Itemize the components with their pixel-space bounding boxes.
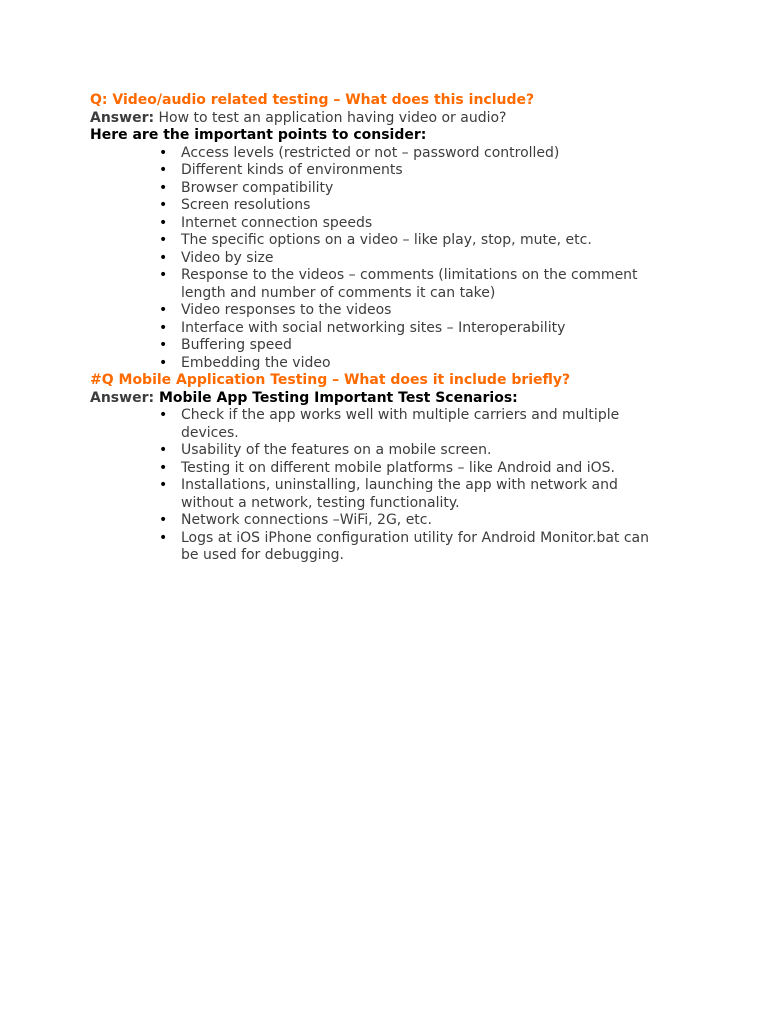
list-item-text: Testing it on different mobile platforms – like Android and iOS. <box>181 459 615 476</box>
list-item <box>90 145 669 163</box>
list-item <box>90 530 669 565</box>
video-audio-points-list <box>90 145 690 373</box>
bullet-icon: • <box>159 162 168 178</box>
list-item <box>90 512 669 530</box>
list-item-text: Installations, uninstalling, launching the app with network and without a network, testing functionality. <box>181 477 618 511</box>
list-item <box>90 232 669 250</box>
list-item <box>90 407 669 442</box>
list-item-text: Internet connection speeds <box>181 214 373 231</box>
answer-text: How to test an application having video or audio? <box>154 109 507 126</box>
answer-video-audio <box>90 110 690 128</box>
bullet-icon: • <box>159 179 168 196</box>
list-item-text: Usability of the features on a mobile screen. <box>181 442 492 458</box>
bullet-icon: • <box>159 512 168 528</box>
mobile-testing-points-list <box>90 407 690 565</box>
list-item-text: Interface with social networking sites – Interoperability <box>181 319 566 336</box>
bullet-icon: • <box>159 354 168 371</box>
list-item <box>90 337 669 355</box>
list-item-text: Video by size <box>181 249 274 266</box>
question-video-audio: Q: Video/audio related testing – What does this include? <box>90 92 535 108</box>
bullet-icon: • <box>159 477 168 493</box>
list-item <box>90 302 669 320</box>
list-item-text: Network connections –WiFi, 2G, etc. <box>181 512 432 528</box>
bullet-icon: • <box>159 232 168 248</box>
list-item-text: Response to the videos – comments (limitations on the comment length and number of comments it can take) <box>181 267 638 301</box>
bullet-icon: • <box>159 337 168 353</box>
list-item-text: Video responses to the videos <box>181 302 392 318</box>
list-item-text: Browser compatibility <box>181 179 334 196</box>
list-item <box>90 442 669 460</box>
list-item-text: Logs at iOS iPhone configuration utility for Android Monitor.bat can be used for debugging. <box>181 529 650 563</box>
document-body <box>90 92 690 565</box>
answer-mobile-testing <box>90 390 690 408</box>
bullet-icon: • <box>159 302 168 318</box>
bullet-icon: • <box>159 144 168 161</box>
list-item <box>90 355 669 373</box>
list-item <box>90 460 669 478</box>
list-item <box>90 180 669 198</box>
list-item <box>90 197 669 215</box>
list-item <box>90 477 669 512</box>
list-item <box>90 250 669 268</box>
bullet-icon: • <box>159 529 168 546</box>
answer-label: Answer: <box>90 389 155 406</box>
bullet-icon: • <box>159 319 168 336</box>
list-item-text: Access levels (restricted or not – password controlled) <box>181 144 560 161</box>
question-mobile-testing: #Q Mobile Application Testing – What does it include briefly? <box>90 372 571 388</box>
list-item-text: Buffering speed <box>181 337 292 353</box>
answer-text: Mobile App Testing Important Test Scenarios: <box>154 389 518 406</box>
bullet-icon: • <box>159 442 168 458</box>
bullet-icon: • <box>159 407 168 423</box>
bullet-icon: • <box>159 197 168 213</box>
bullet-icon: • <box>159 459 168 476</box>
list-item <box>90 162 669 180</box>
list-item <box>90 320 669 338</box>
bullet-icon: • <box>159 214 168 231</box>
list-item <box>90 267 669 302</box>
bullet-icon: • <box>159 249 168 266</box>
list-item <box>90 215 669 233</box>
bullet-icon: • <box>159 267 168 283</box>
list-item-text: Screen resolutions <box>181 197 311 213</box>
answer-label: Answer: <box>90 109 155 126</box>
list-item-text: Embedding the video <box>181 354 331 371</box>
points-heading: Here are the important points to consider: <box>90 127 427 143</box>
list-item-text: Check if the app works well with multiple carriers and multiple devices. <box>181 407 620 441</box>
list-item-text: The specific options on a video – like play, stop, mute, etc. <box>181 232 592 248</box>
list-item-text: Different kinds of environments <box>181 162 403 178</box>
